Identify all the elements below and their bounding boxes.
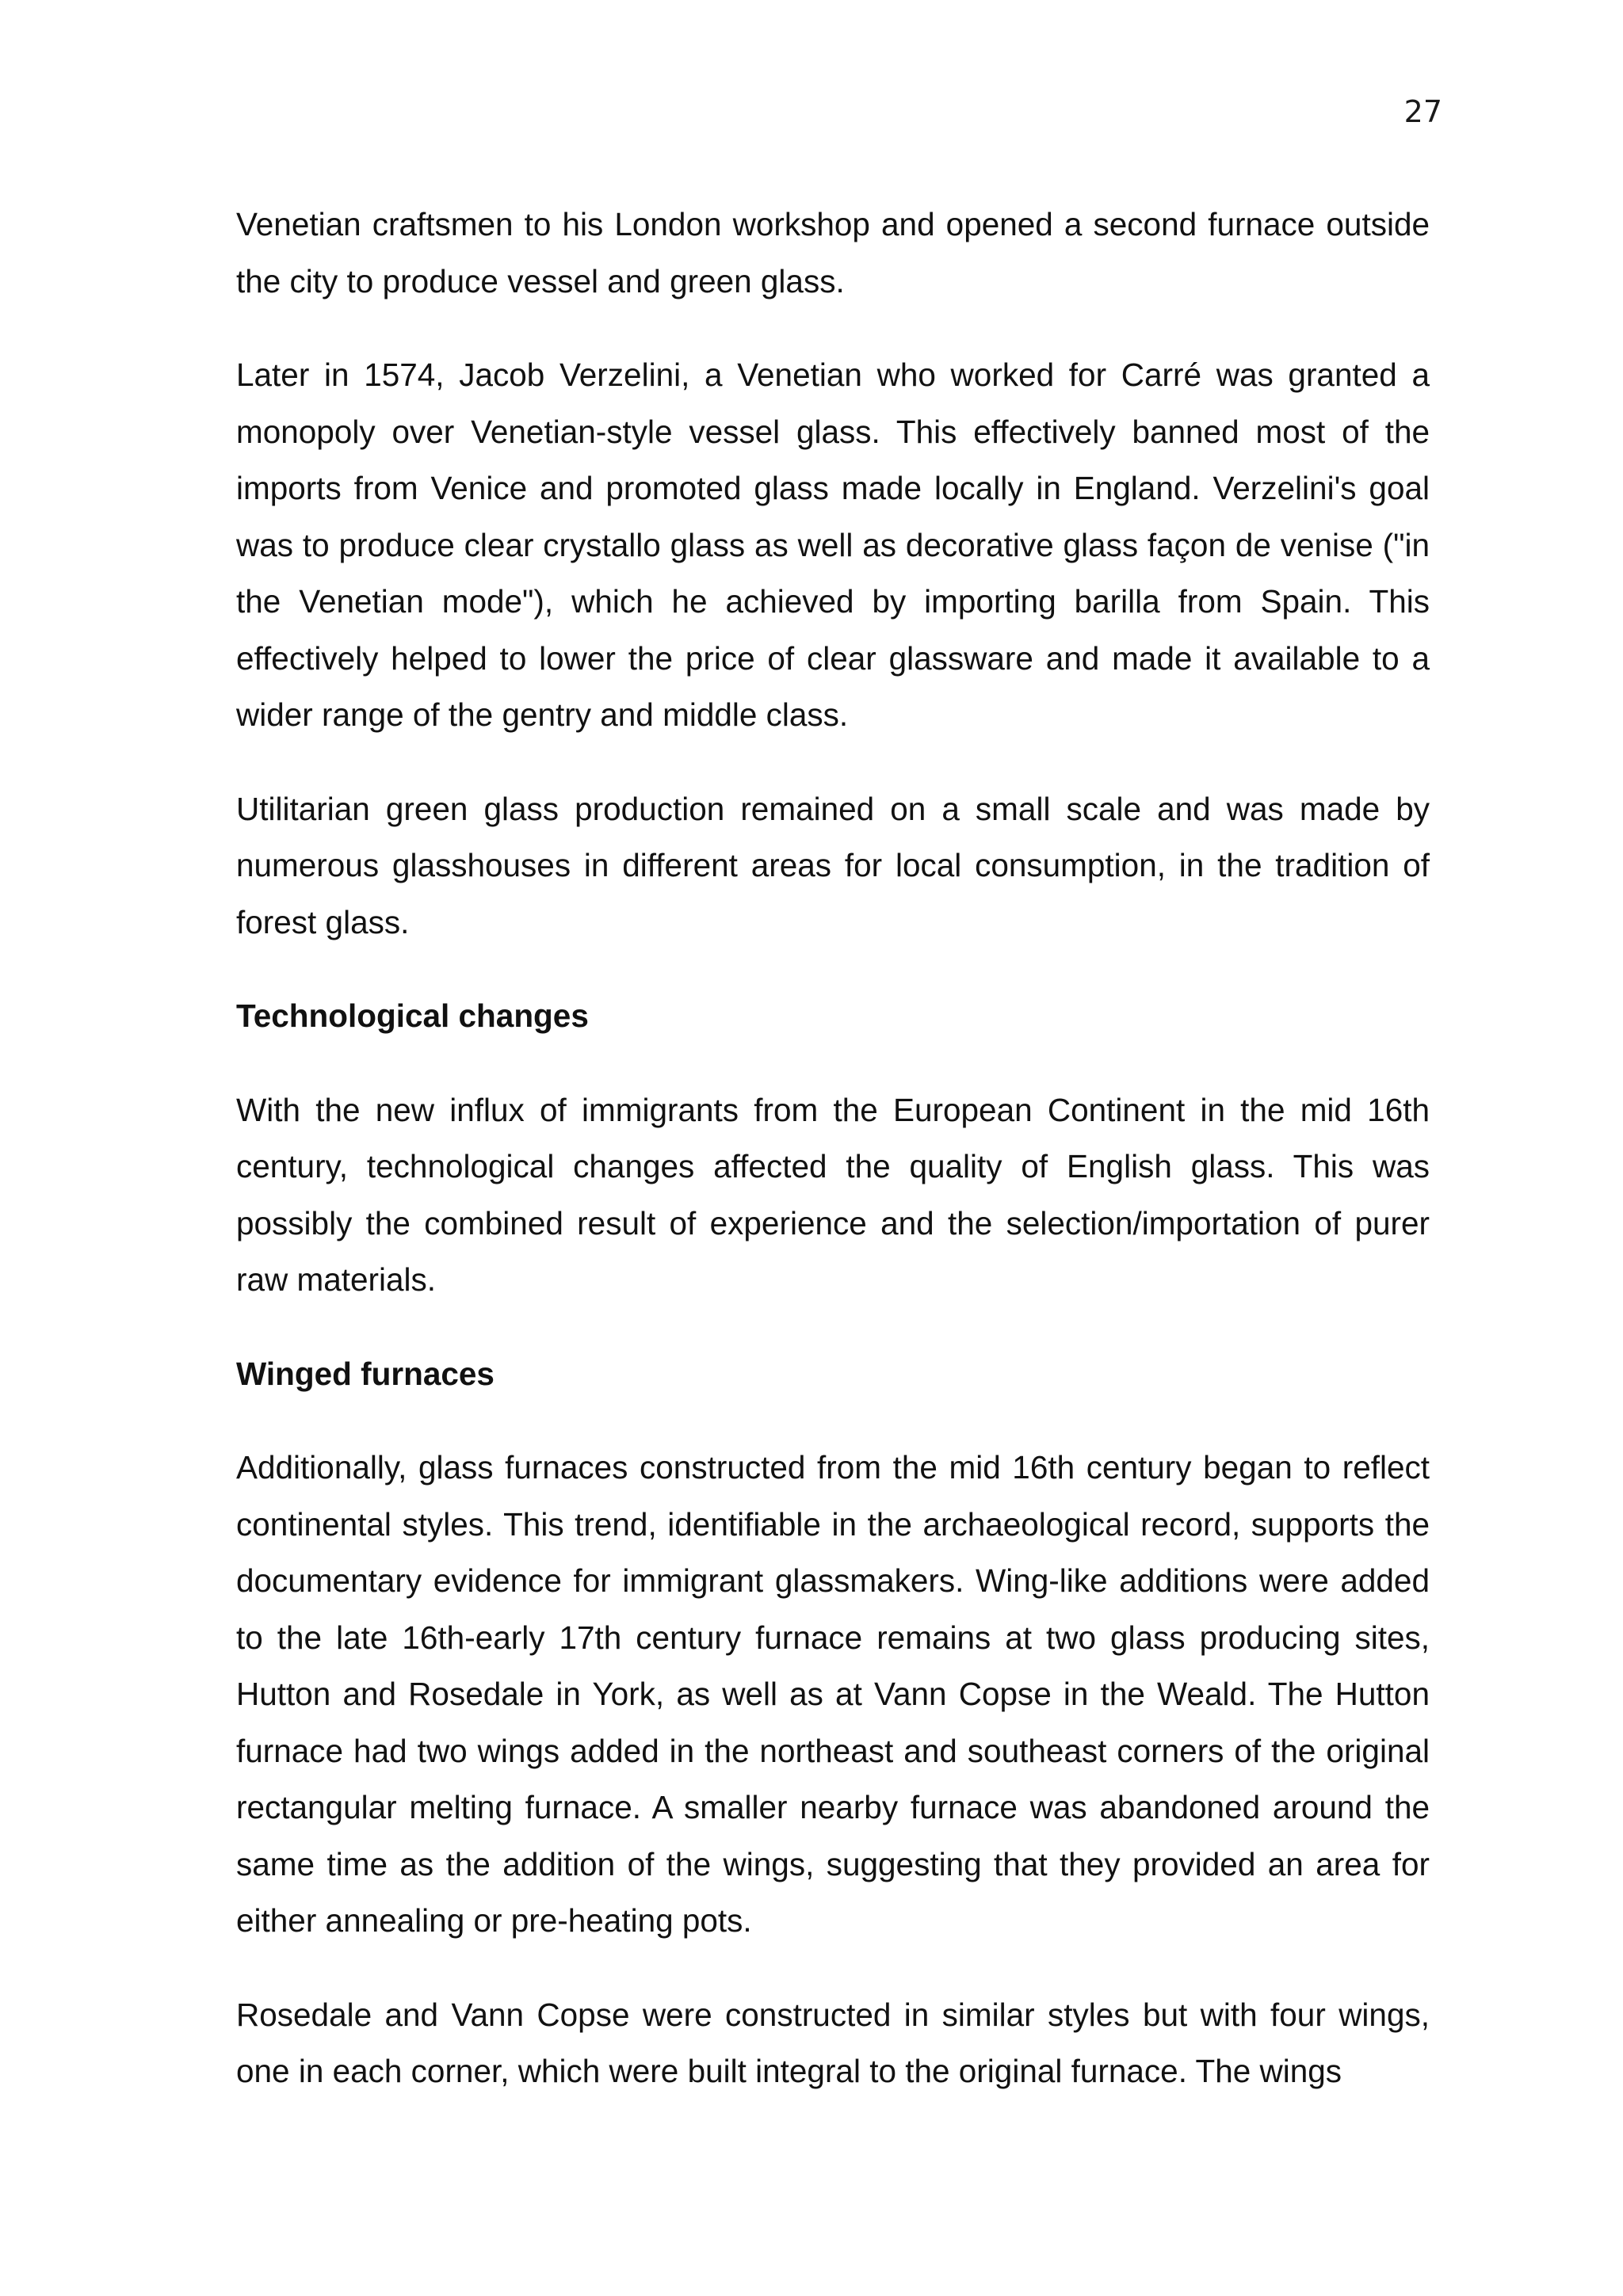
heading-winged-furnaces: Winged furnaces xyxy=(236,1355,495,1392)
paragraph-green-glass: Utilitarian green glass production remained on a small scale and was made by numerous glasshouses in different areas for local consumption, in the tradition of forest glass. xyxy=(236,790,1430,940)
paragraph-verzelini-monopoly: Later in 1574, Jacob Verzelini, a Venetian who worked for Carré was granted a monopoly over Venetian-style vessel glass. This effectively banned most of the imports from Venice and promoted glass made locally in England. Verzelini's goal was to produce clear crystallo glass as well as decorative glass façon de venise ("in the Venetian mode"), which he achieved by importing barilla from Spain. This effectively helped to lower the price of clear glassware and made it available to a wider range of the gentry and middle class. xyxy=(236,357,1430,733)
paragraph-venetian-craftsmen: Venetian craftsmen to his London workshop and opened a second furnace outside the city to produce vessel and green glass. xyxy=(236,206,1430,299)
paragraph-rosedale-vann-copse: Rosedale and Vann Copse were constructed in similar styles but with four wings, one in each corner, which were built integral to the original furnace. The wings xyxy=(236,1996,1430,2089)
page-content xyxy=(236,196,1430,2138)
page-number: 27 xyxy=(1403,94,1442,129)
heading-technological-changes: Technological changes xyxy=(236,997,589,1034)
paragraph-technological-changes: With the new influx of immigrants from the European Continent in the mid 16th century, technological changes affected the quality of English glass. This was possibly the combined result of experience and the selection/importation of purer raw materials. xyxy=(236,1091,1430,1298)
paragraph-winged-furnaces: Additionally, glass furnaces constructed from the mid 16th century began to reflect continental styles. This trend, identifiable in the archaeological record, supports the documentary evidence for immigrant glassmakers. Wing-like additions were added to the late 16th-early 17th century furnace remains at two glass producing sites, Hutton and Rosedale in York, as well as at Vann Copse in the Weald. The Hutton furnace had two wings added in the northeast and southeast corners of the original rectangular melting furnace. A smaller nearby furnace was abandoned around the same time as the addition of the wings, suggesting that they provided an area for either annealing or pre-heating pots. xyxy=(236,1449,1430,1939)
